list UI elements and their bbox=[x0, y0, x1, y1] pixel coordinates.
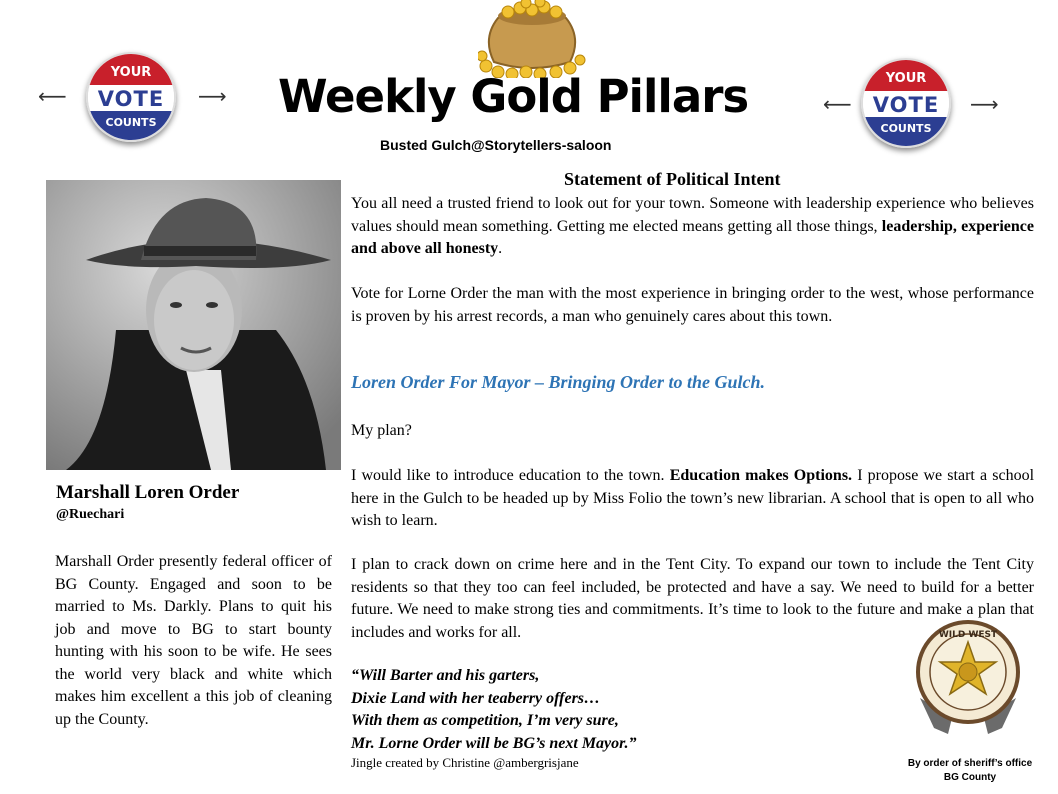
sheriff-badge-icon bbox=[912, 618, 1024, 736]
vote-button-line3: COUNTS bbox=[105, 116, 157, 129]
vote-counts-button-right bbox=[861, 58, 951, 148]
statement-paragraph-4: I plan to crack down on crime here and in the Tent City. To expand our town to include the Tent City residents so that they too can feel included, be protected and have a say. We need to build for a better future. We need to make strong ties and commitments. It’s time to look to the future and make a plan that includes and works for all. bbox=[351, 556, 1034, 641]
paragraph-1-text: You all need a trusted friend to look out for your town. Someone with leadership experience who believes values should mean something. Getting me elected means getting all those things, bbox=[351, 195, 1034, 235]
paragraph-3-text-a: I would like to introduce education to the town. bbox=[351, 467, 670, 484]
page-subtitle: Busted Gulch@Storytellers-saloon bbox=[380, 137, 612, 153]
candidate-bio: Marshall Order presently federal officer of BG County. Engaged and soon to be married to Ms. Darkly. Plans to quit his job and move to BG to start bounty hunting with his soon to be wife. He sees the world very black and white which makes him excellent a this job of cleaning up the County. bbox=[55, 553, 332, 728]
vote-button-line3: COUNTS bbox=[880, 122, 932, 135]
left-arrow-icon: ⟵ bbox=[38, 84, 67, 108]
vote-button-line1: YOUR bbox=[110, 65, 152, 80]
paragraph-1-end: . bbox=[498, 240, 503, 257]
candidate-name: Marshall Loren Order bbox=[56, 482, 240, 503]
statement-paragraph-2: Vote for Lorne Order the man with the most experience in bringing order to the west, whose performance is proven by his arrest records, a man who genuinely cares about this town. bbox=[351, 285, 1034, 325]
paragraph-3-bold: Education makes Options. bbox=[669, 467, 853, 484]
left-arrow-icon: ⟵ bbox=[823, 92, 852, 116]
jingle-credit: Jingle created by Christine @ambergrisjane bbox=[351, 755, 579, 770]
candidate-handle: @Ruechari bbox=[56, 507, 125, 522]
paragraph-1-bold: leadership, experience and above all honesty bbox=[351, 217, 1035, 257]
paragraph-3-text-b: I propose we start a school here in the Gulch to be headed up by Miss Folio the town’s new librarian. A school that is open to all who wish to learn. bbox=[351, 467, 1035, 529]
sheriff-line2: BG County bbox=[943, 772, 997, 783]
statement-paragraph-3 bbox=[351, 465, 1034, 533]
right-arrow-icon: ⟶ bbox=[970, 92, 999, 116]
vote-button-line2: VOTE bbox=[872, 93, 940, 117]
statement-paragraph-1 bbox=[351, 193, 1034, 261]
plan-question: My plan? bbox=[351, 422, 412, 439]
right-arrow-icon: ⟶ bbox=[198, 84, 227, 108]
statement-heading: Statement of Political Intent bbox=[564, 169, 781, 189]
candidate-photo bbox=[46, 180, 341, 470]
badge-top-text: WILD WEST bbox=[938, 630, 998, 640]
jingle-line: With them as competition, I’m very sure, bbox=[351, 712, 619, 729]
page-title: Weekly Gold Pillars bbox=[278, 70, 749, 123]
vote-button-line1: YOUR bbox=[885, 71, 927, 86]
vote-counts-button-left bbox=[86, 52, 176, 142]
sheriff-notice bbox=[900, 757, 1040, 785]
jingle-line: Dixie Land with her teaberry offers… bbox=[351, 689, 601, 707]
campaign-slogan: Loren Order For Mayor – Bringing Order to the Gulch. bbox=[351, 372, 766, 392]
jingle-line: “Will Barter and his garters, bbox=[351, 667, 540, 684]
sheriff-line1: By order of sheriff’s office bbox=[907, 758, 1033, 769]
jingle-line: Mr. Lorne Order will be BG’s next Mayor.” bbox=[351, 734, 637, 752]
gold-bag-icon bbox=[478, 0, 586, 78]
jingle bbox=[351, 665, 637, 755]
vote-button-line2: VOTE bbox=[97, 87, 165, 111]
